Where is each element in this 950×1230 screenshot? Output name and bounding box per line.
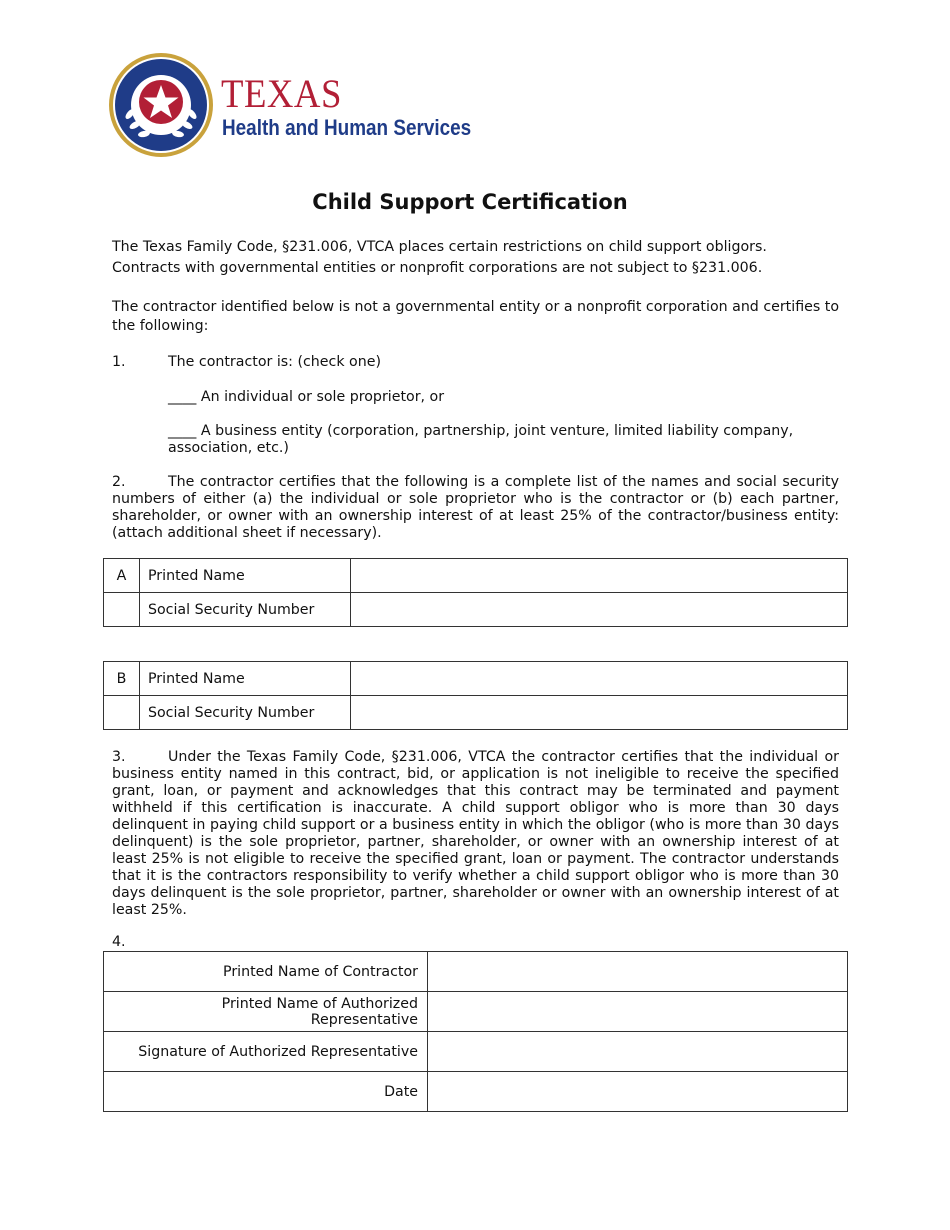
item2-paragraph <box>112 474 839 542</box>
logo-hhs-text: Health and Human Services <box>222 115 472 140</box>
signature-field[interactable] <box>428 1032 848 1072</box>
hhs-logo <box>108 52 498 160</box>
item1-number: 1. <box>112 354 126 370</box>
contractor-table-b <box>103 661 848 730</box>
table-row <box>104 1072 848 1112</box>
item3-text: Under the Texas Family Code, §231.006, VTCA the contractor certifies that the individual or business entity named in this contract, bid, or application is not ineligible to receive the specified grant, loan, or payment and acknowledges that this contract may be terminated and payment withheld if this certification is inaccurate. A child support obligor who is more than 30 days delinquent in paying child support or a business entity in which the obligor (who is more than 30 days delinquent) is the sole proprietor, partner, shareholder, or owner with an ownership interest of at least 25% is not eligible to receive the specified grant, loan or payment. The contractor understands that it is the contractors responsibility to verify whether a child support obligor who is more than 30 days delinquent is the sole proprietor, partner, shareholder or owner with an ownership interest of at least 25%. <box>112 749 839 918</box>
ssn-label: Social Security Number <box>140 696 351 730</box>
printed-name-field-b[interactable] <box>351 662 848 696</box>
table-row <box>104 1032 848 1072</box>
representative-name-field[interactable] <box>428 992 848 1032</box>
page-title: Child Support Certification <box>312 190 628 214</box>
contractor-name-field[interactable] <box>428 952 848 992</box>
table-row <box>104 696 848 730</box>
item1-line <box>112 354 839 371</box>
representative-name-label: Printed Name of Authorized Representative <box>104 992 428 1032</box>
intro-paragraph: The Texas Family Code, §231.006, VTCA places certain restrictions on child support obligors. Contracts with governmental entities or nonprofit corporations are not subject to §231.006. <box>112 239 767 276</box>
printed-name-field-a[interactable] <box>351 559 848 593</box>
item1-text: The contractor is: (check one) <box>168 354 381 370</box>
table-letter: B <box>104 662 140 696</box>
option-business: ____ A business entity (corporation, partnership, joint venture, limited liability company, association, etc.) <box>168 423 794 456</box>
item4-number: 4. <box>112 934 126 950</box>
date-field[interactable] <box>428 1072 848 1112</box>
item3-paragraph <box>112 749 839 919</box>
certifies-paragraph: The contractor identified below is not a governmental entity or a nonprofit corporation and certifies to the following: <box>112 299 839 334</box>
texas-seal-icon <box>108 52 214 158</box>
contractor-name-label: Printed Name of Contractor <box>104 952 428 992</box>
table-letter-blank <box>104 593 140 627</box>
signature-table <box>103 951 848 1112</box>
table-row <box>104 952 848 992</box>
printed-name-label: Printed Name <box>140 559 351 593</box>
table-letter: A <box>104 559 140 593</box>
table-row <box>104 559 848 593</box>
table-letter-blank <box>104 696 140 730</box>
item3-number: 3. <box>112 749 126 765</box>
logo-texas-text: TEXAS <box>221 71 342 116</box>
table-row <box>104 593 848 627</box>
item2-text: The contractor certifies that the following is a complete list of the names and social security numbers of either (a) the individual or sole proprietor who is the contractor or (b) each partner, shareholder, or owner with an ownership interest of at least 25% of the contractor/business entity: (attach additional sheet if necessary). <box>112 474 839 541</box>
date-label: Date <box>104 1072 428 1112</box>
ssn-field-b[interactable] <box>351 696 848 730</box>
ssn-label: Social Security Number <box>140 593 351 627</box>
option-individual: ____ An individual or sole proprietor, or <box>168 389 445 405</box>
printed-name-label: Printed Name <box>140 662 351 696</box>
signature-label: Signature of Authorized Representative <box>104 1032 428 1072</box>
table-row <box>104 992 848 1032</box>
table-row <box>104 662 848 696</box>
contractor-table-a <box>103 558 848 627</box>
ssn-field-a[interactable] <box>351 593 848 627</box>
item2-number: 2. <box>112 474 126 490</box>
